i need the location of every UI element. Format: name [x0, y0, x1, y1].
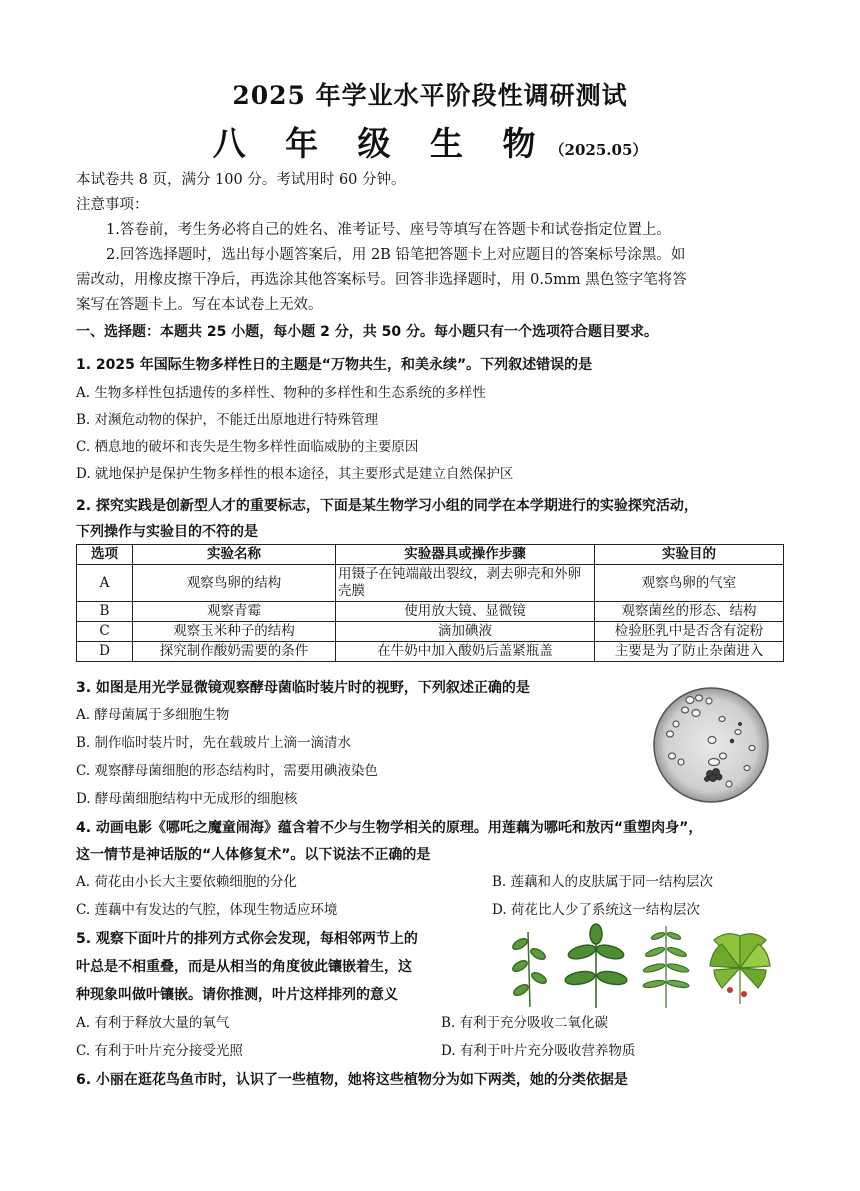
yeast-microscope-image — [652, 686, 770, 804]
q6-stem: 6. 小丽在逛花鸟鱼市时，认识了一些植物，她将这些植物分为如下两类，她的分类依据是 — [76, 1072, 628, 1088]
q5-option-d: D. 有利于叶片充分吸收营养物质 — [441, 1043, 636, 1059]
q1-option-b: B. 对濒危动物的保护，不能迁出原地进行特殊管理 — [76, 412, 379, 428]
note-2-line-1: 2.回答选择题时，选出每小题答案后，用 2B 铅笔把答题卡上对应题目的答案标号涂黑。如 — [106, 247, 686, 263]
table-row — [77, 642, 784, 662]
q4-stem-line-1: 4. 动画电影《哪吒之魔童闹海》蕴含着不少与生物学相关的原理。用莲藕为哪吒和敖丙“重塑肉身”， — [76, 820, 703, 836]
table-header: 实验目的 — [595, 545, 784, 565]
table-cell: 观察鸟卵的结构 — [133, 565, 336, 602]
table-header-row — [77, 545, 784, 565]
q4-option-c: C. 莲藕中有发达的气腔，体现生物适应环境 — [76, 902, 338, 918]
q3-option-d: D. 酵母菌细胞结构中无成形的细胞核 — [76, 791, 298, 807]
q4-option-d: D. 荷花比人少了系统这一结构层次 — [492, 902, 700, 918]
q2-stem-line-1: 2. 探究实践是创新型人才的重要标志，下面是某生物学习小组的同学在本学期进行的实验探究活动， — [76, 498, 698, 514]
plant-4 — [710, 934, 770, 1004]
q5-stem-line-1: 5. 观察下面叶片的排列方式你会发现，每相邻两节上的 — [76, 931, 418, 947]
section-1-heading: 一、选择题：本题共 25 小题，每小题 2 分，共 50 分。每小题只有一个选项符合题目要求。 — [76, 324, 658, 340]
q3-stem: 3. 如图是用光学显微镜观察酵母菌临时装片时的视野，下列叙述正确的是 — [76, 680, 530, 696]
q2-experiment-table — [76, 544, 784, 662]
table-cell: 观察菌丝的形态、结构 — [595, 602, 784, 622]
q5-option-a: A. 有利于释放大量的氧气 — [76, 1015, 230, 1031]
plant-1 — [511, 932, 548, 1007]
q4-option-a: A. 荷花由小长大主要依赖细胞的分化 — [76, 874, 297, 890]
table-cell: 检验胚乳中是否含有淀粉 — [595, 622, 784, 642]
table-header: 实验名称 — [133, 545, 336, 565]
exam-title: 2025 年学业水平阶段性调研测试 — [232, 81, 628, 110]
q1-stem: 1. 2025 年国际生物多样性日的主题是“万物共生，和美永续”。下列叙述错误的是 — [76, 357, 593, 373]
plant-3 — [643, 926, 690, 1008]
q5-option-b: B. 有利于充分吸收二氧化碳 — [441, 1015, 609, 1031]
table-cell: 用镊子在钝端敲出裂纹，剥去卵壳和外卵壳膜 — [336, 565, 595, 602]
q4-stem-line-2: 这一情节是神话版的“人体修复术”。以下说法不正确的是 — [76, 847, 431, 863]
table-cell: A — [77, 565, 133, 602]
table-cell: 滴加碘液 — [336, 622, 595, 642]
q5-option-c: C. 有利于叶片充分接受光照 — [76, 1043, 243, 1059]
q1-option-c: C. 栖息地的破坏和丧失是生物多样性面临威胁的主要原因 — [76, 439, 419, 455]
note-2-line-2: 需改动，用橡皮擦干净后，再选涂其他答案标号。回答非选择题时，用 0.5mm 黑色签字笔将答 — [76, 272, 687, 288]
table-row — [77, 565, 784, 602]
table-cell: 主要是为了防止杂菌进入 — [595, 642, 784, 662]
exam-date: （2025.05） — [549, 141, 648, 159]
plant-2 — [564, 924, 628, 1008]
table-cell: B — [77, 602, 133, 622]
q4-option-b: B. 莲藕和人的皮肤属于同一结构层次 — [492, 874, 714, 890]
table-header: 选项 — [77, 545, 133, 565]
q3-option-c: C. 观察酵母菌细胞的形态结构时，需要用碘液染色 — [76, 763, 378, 779]
table-cell: 使用放大镜、显微镜 — [336, 602, 595, 622]
exam-summary: 本试卷共 8 页，满分 100 分。考试用时 60 分钟。 — [76, 172, 406, 188]
table-row — [77, 602, 784, 622]
exam-subject-line — [0, 118, 860, 165]
note-1: 1.答卷前，考生务必将自己的姓名、准考证号、座号等填写在答题卡和试卷指定位置上。 — [106, 222, 671, 238]
table-row — [77, 622, 784, 642]
table-cell: 探究制作酸奶需要的条件 — [133, 642, 336, 662]
q2-stem-line-2: 下列操作与实验目的不符的是 — [76, 524, 258, 540]
exam-subject: 八 年 级 生 物 — [212, 124, 550, 163]
q5-stem-line-2: 叶总是不相重叠，而是从相当的角度彼此镶嵌着生，这 — [76, 959, 412, 975]
table-header: 实验器具或操作步骤 — [336, 545, 595, 565]
note-2-line-3: 案写在答题卡上。写在本试卷上无效。 — [76, 297, 323, 313]
leaf-mosaic-plants-image — [508, 922, 778, 1012]
table-cell: C — [77, 622, 133, 642]
q5-stem-line-3: 种现象叫做叶镶嵌。请你推测，叶片这样排列的意义 — [76, 987, 398, 1003]
q3-option-a: A. 酵母菌属于多细胞生物 — [76, 707, 230, 723]
table-cell: 观察鸟卵的气室 — [595, 565, 784, 602]
notes-title: 注意事项： — [76, 197, 149, 213]
q3-option-b: B. 制作临时装片时，先在载玻片上滴一滴清水 — [76, 735, 352, 751]
table-cell: 在牛奶中加入酸奶后盖紧瓶盖 — [336, 642, 595, 662]
q1-option-d: D. 就地保护是保护生物多样性的根本途径，其主要形式是建立自然保护区 — [76, 466, 514, 482]
table-cell: 观察青霉 — [133, 602, 336, 622]
table-cell: 观察玉米种子的结构 — [133, 622, 336, 642]
q1-option-a: A. 生物多样性包括遗传的多样性、物种的多样性和生态系统的多样性 — [76, 385, 486, 401]
table-cell: D — [77, 642, 133, 662]
